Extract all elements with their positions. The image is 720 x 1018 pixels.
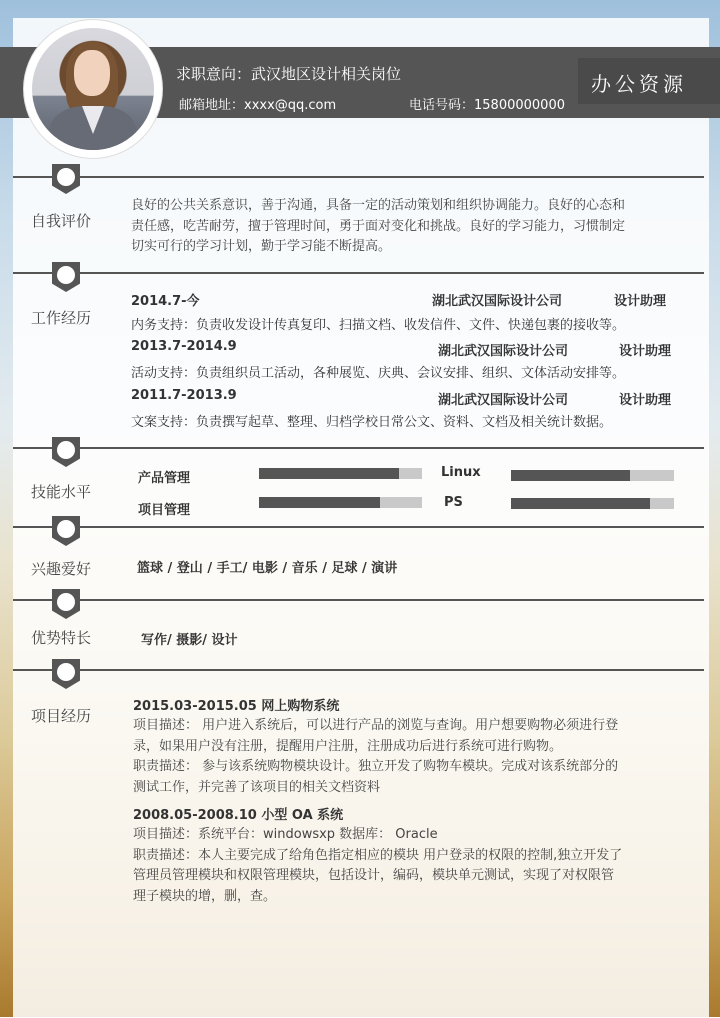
brand-logo-text: 办公资源 xyxy=(591,72,687,96)
section-divider xyxy=(13,272,704,274)
work-description: 活动支持：负责组织员工活动，各种展览、庆典、会议安排、组织、文体活动安排等。 xyxy=(131,366,626,381)
section-divider xyxy=(13,599,704,601)
section-label-strengths: 优势特长 xyxy=(31,629,92,647)
job-objective: 求职意向：武汉地区设计相关岗位 xyxy=(176,65,402,83)
work-company: 湖北武汉国际设计公司 xyxy=(438,344,569,359)
project-title: 2008.05-2008.10 小型 OA 系统 xyxy=(133,808,344,823)
strengths-list: 写作/ 摄影/ 设计 xyxy=(141,633,238,648)
skill-bar xyxy=(511,470,674,481)
skill-bar xyxy=(259,497,422,508)
section-label-self: 自我评价 xyxy=(31,212,92,230)
section-divider xyxy=(13,526,704,528)
work-description: 文案支持：负责撰写起草、整理、归档学校日常公文、资料、文档及相关统计数据。 xyxy=(131,415,613,430)
work-company: 湖北武汉国际设计公司 xyxy=(438,393,569,408)
section-label-projects: 项目经历 xyxy=(31,707,92,725)
skill-name: PS xyxy=(444,495,463,510)
section-divider xyxy=(13,669,704,671)
project-details: 项目描述： 用户进入系统后，可以进行产品的浏览与查询。用户想要购物必须进行登 录，如果用户没有注册，提醒用户注册，注册成功后进行系统可进行购物。 职责描述： 参与该系统购物模块设计。独立开发了购物车模块。完成对该系统部分的 测试工作，并完善了该项目的相关文档资料 xyxy=(133,718,619,795)
email-address: 邮箱地址：xxxx@qq.com xyxy=(179,98,337,113)
skill-name: 产品管理 xyxy=(138,471,191,486)
skill-name: 项目管理 xyxy=(138,503,191,518)
work-role: 设计助理 xyxy=(619,393,672,408)
section-label-skills: 技能水平 xyxy=(31,483,92,501)
project-details: 项目描述：系统平台：windowsxp 数据库： Oracle 职责描述：本人主要完成了给角色指定相应的模块 用户登录的权限的控制,独立开发了 管理员管理模块和权限管理模块，包括设计，编码，模块单元测试，实现了对权限管 理子模块的增，删，查。 xyxy=(133,827,623,904)
section-divider xyxy=(13,447,704,449)
work-company: 湖北武汉国际设计公司 xyxy=(432,294,563,309)
section-label-hobbies: 兴趣爱好 xyxy=(31,560,92,578)
section-label-work: 工作经历 xyxy=(31,309,92,327)
work-period: 2013.7-2014.9 xyxy=(131,339,237,354)
hobbies-list: 篮球 / 登山 / 手工/ 电影 / 音乐 / 足球 / 演讲 xyxy=(137,561,398,576)
work-role: 设计助理 xyxy=(614,294,667,309)
work-period: 2014.7-今 xyxy=(131,294,200,309)
skill-bar xyxy=(511,498,674,509)
work-period: 2011.7-2013.9 xyxy=(131,388,237,403)
project-title: 2015.03-2015.05 网上购物系统 xyxy=(133,699,340,714)
work-role: 设计助理 xyxy=(619,344,672,359)
section-divider xyxy=(13,176,704,178)
phone-number: 电话号码：15800000000 xyxy=(409,98,565,113)
self-evaluation: 良好的公共关系意识，善于沟通，具备一定的活动策划和组织协调能力。良好的心态和 责任感，吃苦耐劳，擅于管理时间，勇于面对变化和挑战。良好的学习能力，习惯制定 切实可行的学习计划，勤于学习能不断提高。 xyxy=(131,198,626,254)
work-description: 内务支持：负责收发设计传真复印、扫描文档、收发信件、文件、快递包裹的接收等。 xyxy=(131,318,626,333)
skill-name: Linux xyxy=(441,465,481,480)
skill-bar xyxy=(259,468,422,479)
avatar xyxy=(32,28,154,150)
